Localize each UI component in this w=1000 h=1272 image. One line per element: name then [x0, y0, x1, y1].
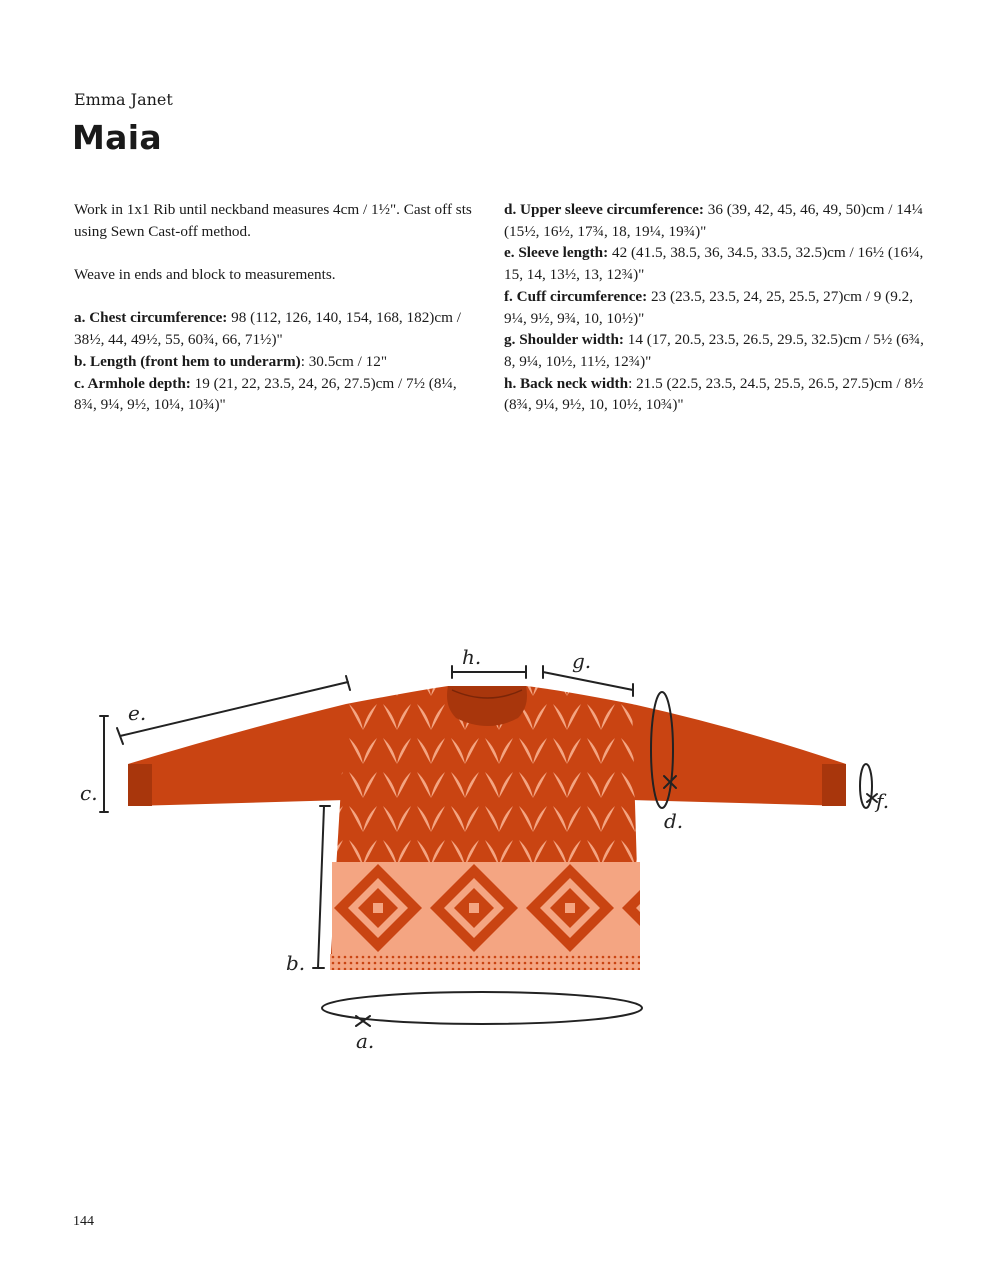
- measurement-a: [74, 307, 474, 350]
- line-c: [100, 716, 108, 812]
- measurement-label: f. Cuff circumference:: [504, 287, 648, 305]
- measurement-g: [504, 329, 924, 372]
- measurement-f: [504, 286, 924, 329]
- sweater-schematic: [60, 630, 940, 1070]
- measurement-value: 23 (23.5, 23.5, 24, 25, 25.5, 27)cm / 9 (9.2, 9¼, 9½, 9¾, 10, 10½)": [504, 287, 914, 327]
- author-name: Emma Janet: [74, 90, 173, 109]
- measurement-h: [504, 373, 924, 416]
- line-b: [313, 806, 330, 968]
- measurement-d: [504, 199, 924, 242]
- measurement-label: b. Length (front hem to underarm): [74, 352, 301, 370]
- measurement-b: [74, 351, 474, 373]
- label-f: f.: [876, 789, 890, 813]
- hem-rib: [330, 954, 640, 970]
- left-sleeve: [128, 704, 346, 806]
- pattern-title: Maia: [72, 118, 162, 157]
- label-b: b.: [286, 951, 306, 975]
- measurement-label: c. Armhole depth:: [74, 374, 191, 392]
- right-cuff: [822, 764, 846, 806]
- measurement-label: d. Upper sleeve circumference:: [504, 201, 704, 218]
- measurement-value: : 30.5cm / 12": [300, 352, 388, 370]
- measurement-e: [504, 242, 924, 285]
- label-e: e.: [128, 701, 147, 725]
- page-number: 144: [73, 1214, 94, 1229]
- instruction-paragraph: Work in 1x1 Rib until neckband measures 4cm / 1½". Cast off sts using Sewn Cast-off method.: [74, 201, 472, 240]
- circle-f: [860, 764, 872, 808]
- label-c: c.: [80, 781, 98, 805]
- left-cuff: [128, 764, 152, 806]
- measurement-value: 19 (21, 22, 23.5, 24, 26, 27.5)cm / 7½ (8¼, 8¾, 9¼, 9½, 10¼, 10¾)": [74, 374, 457, 414]
- measurement-value: 98 (112, 126, 140, 154, 168, 182)cm / 38½, 44, 49½, 55, 60¾, 66, 71½)": [74, 309, 461, 349]
- measurement-value: : 21.5 (22.5, 23.5, 24.5, 25.5, 26.5, 27.5)cm / 8½ (8¾, 9¼, 9½, 10, 10½, 10¾)": [504, 374, 924, 414]
- measurement-c: [74, 373, 474, 416]
- label-h: h.: [462, 645, 482, 669]
- right-sleeve: [632, 704, 846, 806]
- measurement-label: e. Sleeve length:: [504, 244, 609, 262]
- label-g: g.: [572, 649, 592, 673]
- measurement-value: 36 (39, 42, 45, 46, 49, 50)cm / 14¼ (15½, 16½, 17¾, 18, 19¼, 19¾)": [504, 201, 923, 240]
- measurement-value: 42 (41.5, 38.5, 36, 34.5, 33.5, 32.5)cm / 16½ (16¼, 15, 14, 13½, 13, 12¾)": [504, 244, 924, 284]
- left-column: [74, 199, 474, 416]
- measurement-label: a. Chest circumference:: [74, 309, 228, 327]
- measurement-value: 14 (17, 20.5, 23.5, 26.5, 29.5, 32.5)cm / 5½ (6¾, 8, 9¼, 10½, 11½, 12¾)": [504, 331, 924, 370]
- label-d: d.: [664, 809, 684, 833]
- measurement-label: g. Shoulder width:: [504, 331, 624, 349]
- border-band: [332, 862, 640, 954]
- instruction-paragraph: Weave in ends and block to measurements.: [74, 266, 336, 284]
- measurement-label: h. Back neck width: [504, 374, 629, 392]
- circle-a: [322, 992, 642, 1024]
- right-column: [504, 199, 924, 416]
- label-a: a.: [356, 1029, 375, 1053]
